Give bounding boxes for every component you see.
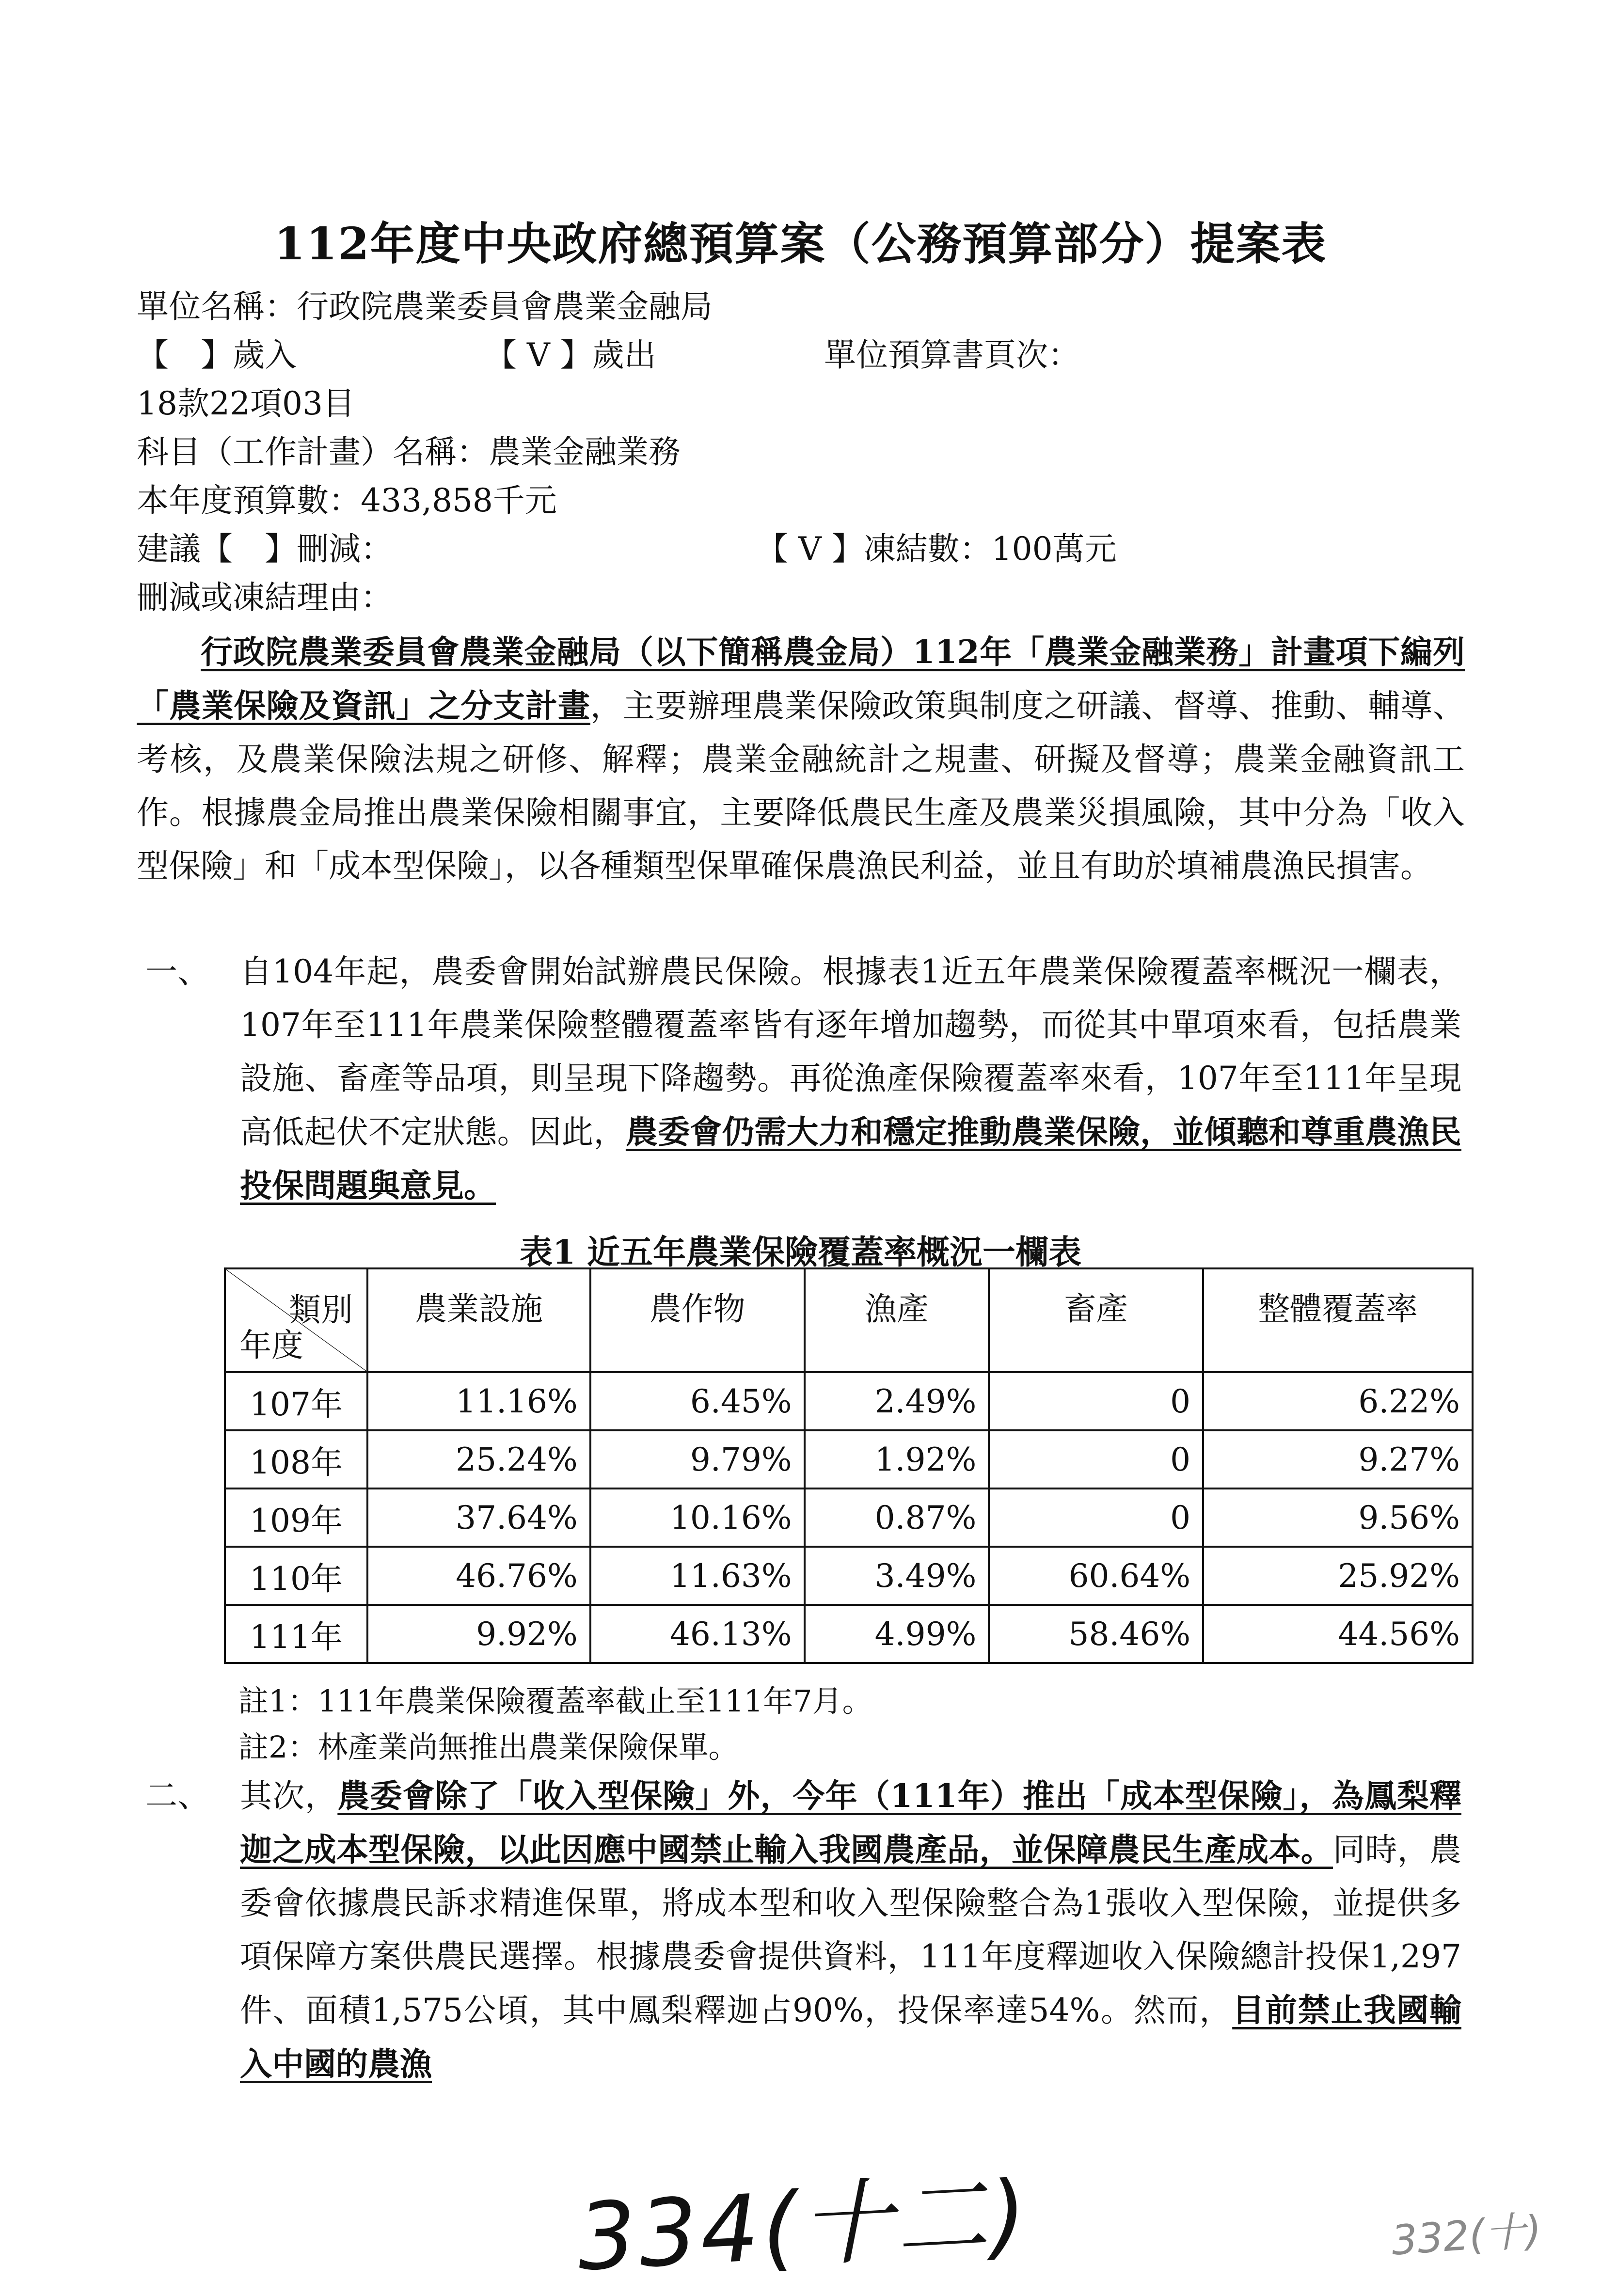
item-one-body (240, 945, 1461, 1213)
item-two-emphasis-2: 目前禁止我國輸入中國的農漁 (240, 1991, 1461, 2083)
item-one-emphasis: 農委會仍需大力和穩定推動農業保險，並傾聽和尊重農漁民投保問題與意見。 (240, 1113, 1462, 1204)
table-corner-cell (225, 1268, 367, 1372)
item-two (145, 1769, 1474, 2099)
page-title: 112年度中央政府總預算案（公務預算部分）提案表 (274, 218, 1327, 270)
row-year: 108年 (225, 1430, 367, 1488)
proposal-cut: 建議【 】刪減： (137, 530, 393, 568)
table-cell: 2.49% (805, 1372, 989, 1430)
unit-name: 單位名稱：行政院農業委員會農業金融局 (137, 288, 713, 325)
budget-page-ref: 單位預算書頁次： (824, 336, 1080, 374)
table-cell: 1.92% (805, 1430, 989, 1488)
table-cell: 60.64% (989, 1547, 1203, 1605)
table-cell: 25.92% (1203, 1547, 1473, 1605)
column-header: 漁產 (805, 1268, 989, 1372)
table-cell: 0 (989, 1488, 1203, 1547)
table-cell: 9.56% (1203, 1488, 1473, 1547)
table-header-row (225, 1268, 1473, 1372)
table-cell: 0 (989, 1372, 1203, 1430)
table-row (225, 1605, 1473, 1663)
proposal-freeze: 【 V 】凍結數：100萬元 (756, 530, 1117, 568)
item-one (145, 945, 1474, 1217)
row-year: 107年 (225, 1372, 367, 1430)
table-cell: 3.49% (805, 1547, 989, 1605)
table-note-2: 註2：林產業尚無推出農業保險保單。 (238, 1729, 739, 1765)
subject-name: 科目（工作計畫）名稱：農業金融業務 (137, 433, 681, 471)
table-row (225, 1372, 1473, 1430)
table-cell: 46.76% (367, 1547, 590, 1605)
table-cell: 9.27% (1203, 1430, 1473, 1488)
row-year: 111年 (225, 1605, 367, 1663)
intro-emphasis: 行政院農業委員會農業金融局（以下簡稱農金局）112年「農業金融業務」計畫項下編列「農業保險及資訊」之分支計畫 (137, 633, 1465, 725)
column-header: 農作物 (590, 1268, 805, 1372)
item-two-text-1: 其次， (240, 1777, 338, 1815)
item-code: 18款22項03目 (137, 385, 355, 422)
table-caption: 表1 近五年農業保險覆蓋率概況一欄表 (520, 1233, 1081, 1272)
faint-page-number: 332(十) (1390, 2206, 1543, 2264)
table-cell: 11.63% (590, 1547, 805, 1605)
item-one-text: 自104年起，農委會開始試辦農民保險。根據表1近五年農業保險覆蓋率概況一欄表，107年至111年農業保險整體覆蓋率皆有逐年增加趨勢，而從其中單項來看，包括農業設施、畜產等品項，則呈現下降趨勢。再從漁產保險覆蓋率來看，107年至111年呈現高低起伏不定狀態。因此， (240, 953, 1461, 1151)
table-note-1: 註1：111年農業保險覆蓋率截止至111年7月。 (238, 1683, 872, 1719)
intro-text: ，主要辦理農業保險政策與制度之研議、督導、推動、輔導、考核，及農業保險法規之研修、解釋；農業金融統計之規畫、研擬及督導；農業金融資訊工作。根據農金局推出農業保險相關事宜，主要降低農民生產及農業災損風險，其中分為「收入型保險」和「成本型保險」，以各種類型保單確保農漁民利益，並且有助於填補農漁民損害。 (137, 687, 1465, 885)
item-two-emphasis-1: 農委會除了「收入型保險」外，今年（111年）推出「成本型保險」，為鳳梨釋迦之成本型保險，以此因應中國禁止輸入我國農產品，並保障農民生產成本。 (240, 1777, 1461, 1868)
corner-category-label: 類別 (289, 1291, 353, 1329)
column-header: 農業設施 (367, 1268, 590, 1372)
item-two-body (240, 1769, 1461, 2091)
budget-amount: 本年度預算數：433,858千元 (137, 482, 557, 519)
table-row (225, 1430, 1473, 1488)
item-two-number: 二、 (145, 1777, 209, 1814)
coverage-table (224, 1267, 1474, 1664)
table-cell: 9.92% (367, 1605, 590, 1663)
table-row (225, 1547, 1473, 1605)
table-row (225, 1488, 1473, 1547)
table-cell: 25.24% (367, 1430, 590, 1488)
item-one-number: 一、 (145, 953, 209, 990)
table-cell: 37.64% (367, 1488, 590, 1547)
table-cell: 6.22% (1203, 1372, 1473, 1430)
column-header: 整體覆蓋率 (1203, 1268, 1473, 1372)
table-cell: 6.45% (590, 1372, 805, 1430)
handwritten-page-number: 334(十二) (574, 2160, 1032, 2292)
column-header: 畜產 (989, 1268, 1203, 1372)
row-year: 110年 (225, 1547, 367, 1605)
table-cell: 4.99% (805, 1605, 989, 1663)
table-cell: 0.87% (805, 1488, 989, 1547)
corner-year-label: 年度 (239, 1327, 303, 1364)
row-year: 109年 (225, 1488, 367, 1547)
reason-label: 刪減或凍結理由： (137, 579, 393, 616)
table-cell: 11.16% (367, 1372, 590, 1430)
revenue-checkbox: 【 】歲入 (137, 336, 297, 374)
table-cell: 10.16% (590, 1488, 805, 1547)
expenditure-checkbox: 【 V 】歲出 (485, 336, 656, 374)
table-cell: 9.79% (590, 1430, 805, 1488)
table-cell: 46.13% (590, 1605, 805, 1663)
table-cell: 58.46% (989, 1605, 1203, 1663)
intro-paragraph (137, 625, 1465, 893)
item-two-text-2: 同時，農委會依據農民訴求精進保單，將成本型和收入型保險整合為1張收入型保險，並提供多項保障方案供農民選擇。根據農委會提供資料，111年度釋迦收入保險總計投保1,297件、面積1,575公頃，其中鳳梨釋迦占90%，投保率達54%。然而， (240, 1831, 1462, 2029)
table-cell: 44.56% (1203, 1605, 1473, 1663)
table-cell: 0 (989, 1430, 1203, 1488)
